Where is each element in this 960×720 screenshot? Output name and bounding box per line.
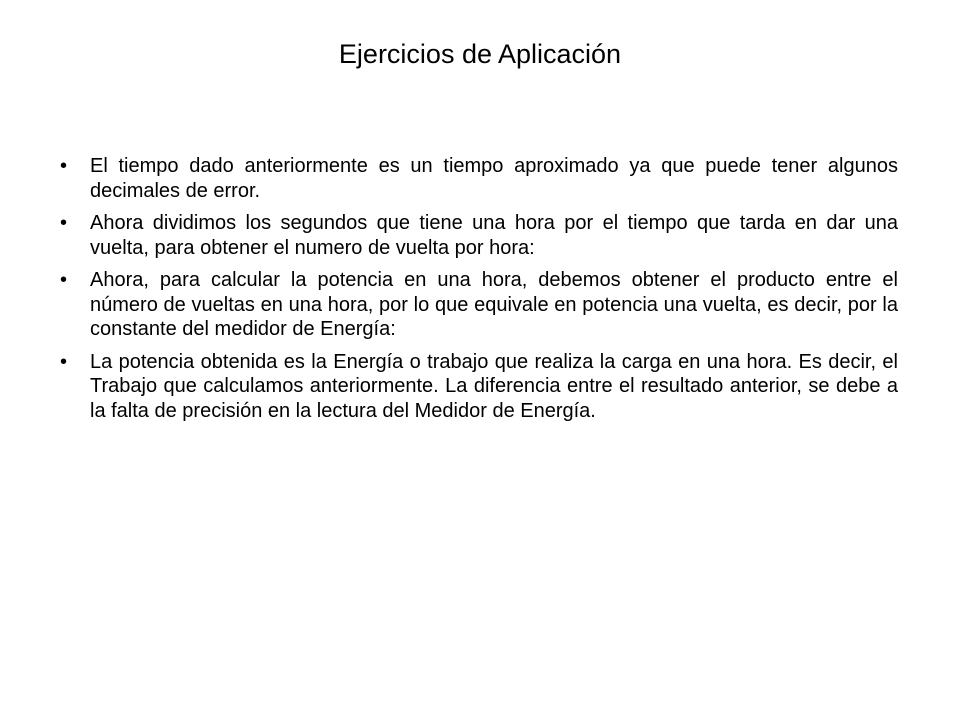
bullet-item bbox=[60, 268, 898, 342]
bullet-item bbox=[60, 350, 898, 424]
bullet-text: La potencia obtenida es la Energía o trabajo que realiza la carga en una hora. Es decir, el Trabajo que calculamos anteriormente. La diferencia entre el resultado anterior, se debe a la falta de precisión en la lectura del Medidor de Energía. bbox=[90, 350, 898, 422]
bullet-item bbox=[60, 154, 898, 203]
bullet-icon: • bbox=[60, 350, 68, 373]
bullet-item bbox=[60, 211, 898, 260]
bullet-list bbox=[60, 154, 898, 431]
bullet-icon: • bbox=[60, 212, 68, 234]
bullet-text: Ahora dividimos los segundos que tiene una hora por el tiempo que tarda en dar una vuelta, para obtener el numero de vuelta por hora: bbox=[90, 212, 898, 259]
bullet-text: El tiempo dado anteriormente es un tiempo aproximado ya que puede tener algunos decimales de error. bbox=[90, 155, 898, 202]
bullet-icon: • bbox=[60, 155, 68, 177]
bullet-icon: • bbox=[60, 269, 68, 291]
slide-title: Ejercicios de Aplicación bbox=[338, 39, 622, 69]
bullet-text: Ahora, para calcular la potencia en una hora, debemos obtener el producto entre el número de vueltas en una hora, por lo que equivale en potencia una vuelta, es decir, por la constante del medidor de Energía: bbox=[90, 269, 898, 340]
